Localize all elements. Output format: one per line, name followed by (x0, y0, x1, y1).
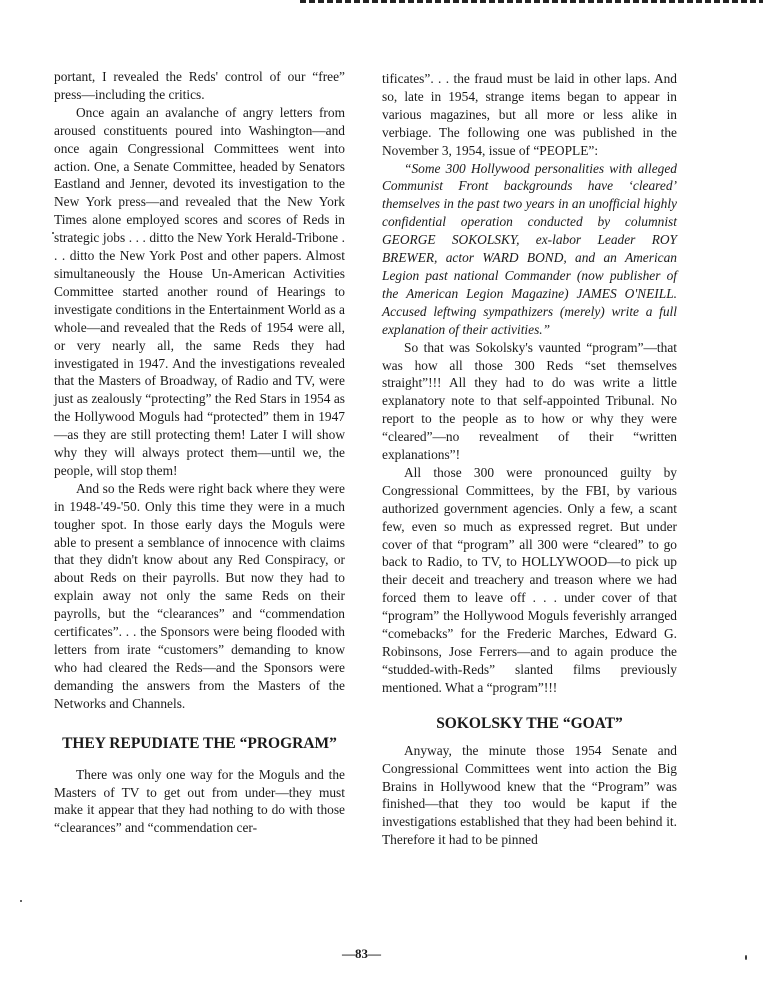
right-paragraph-1: tificates”. . . the fraud must be laid in other laps. And so, late in 1954, strange items began to appear in various magazines, but all more or less alike in verbiage. The following one was published in the November 3, 1954, issue of “PEOPLE”: (382, 71, 677, 158)
scan-speck (20, 900, 22, 902)
left-paragraph-2: Once again an avalanche of angry letters from aroused constituents poured into Washington—and once again Congressional Committees went into action. One, a Senate Committee, headed by Senators Eastland and Jenner, devoted its investigation to the New York press—and revealed that the New York Times alone employed scores and scores of Reds in strategic jobs . . . ditto the New York Herald-Tribone . . . ditto the New York Post and other papers. Almost simultaneously the House Un-American Activities Committee started another round of Hearings to investigate conditions in the Entertainment World as a whole—and revealed that the Reds of 1954 were all, or very nearly all, the same Reds they had investigated in 1947. And the investigations revealed that the Masters of Broadway, of Radio and TV, were just as zealously “protecting” the Red Stars in 1954 as the Hollywood Moguls had “protected” them in 1947—as they are still protecting them! Later I will show why they will always protect them—until we, the people, will stop them! (54, 104, 345, 478)
section-heading-repudiate: THEY REPUDIATE THE “PROGRAM” (62, 734, 337, 752)
section-heading-sokolsky: SOKOLSKY THE “GOAT” (436, 714, 623, 732)
left-paragraph-3: And so the Reds were right back where they were in 1948-'49-'50. Only this time they were in a much tougher spot. In those early days the Moguls were able to present a semblance of innocence with claims that they didn't know about any Red Conspiracy, or about Reds on their payrolls. But now they had to explain away not only the same Reds on their payrolls, but the “clearances” and “commendation certificates”. . . the Sponsors were being flooded with letters from irate “customers” demanding to know who had cleared the Reds—and the Sponsors were demanding the answers from the Masters of the Networks and Channels. (54, 480, 345, 711)
people-magazine-quote: “Some 300 Hollywood personalities with alleged Communist Front backgrounds have ‘cleared’ themselves in the past two years in an unofficial highly confidential operation conducted by columnist GEORGE SOKOLSKY, ex-labor Leader ROY BREWER, actor WARD BOND, and an American Legion past national Commander (now publisher of the American Legion Magazine) JAMES O'NEILL. Accused leftwing sympathizers (merely) write a full explanation of their activities.” (382, 160, 677, 337)
top-border-rule (300, 0, 763, 3)
right-paragraph-3: All those 300 were pronounced guilty by Congressional Committees, by the FBI, by various authorized government agencies. Only a few, a scant few, even so much as expressed regret. But under cover of that “program” all 300 were “cleared” to go back to Radio, to TV, to HOLLYWOOD—to pick up their deceit and treachery and treason where we had forced them to leave off . . . under cover of that “program” the Hollywood Moguls feverishly arranged “comebacks” for the Frederic Marches, Edward G. Robinsons, Jose Ferrers—and to again produce the “studded-with-Reds” slanted films previously mentioned. What a “program”!!! (382, 464, 677, 695)
scan-speck (52, 232, 54, 234)
right-column (382, 70, 677, 849)
page-number: —83— (342, 946, 381, 961)
right-paragraph-2: So that was Sokolsky's vaunted “program”—that was how all those 300 Reds “set themselves straight”!!! All they had to do was write a little explanatory note to that self-appointed Tribunal. No report to the people as to how or why they were “cleared”—no revealment of their “written explanations”! (382, 339, 677, 463)
left-paragraph-4: There was only one way for the Moguls and the Masters of TV to get out from under—they must make it appear that they had nothing to do with those “clearances” and “commendation cer- (54, 766, 345, 836)
scan-speck (745, 955, 747, 960)
left-column (54, 68, 345, 837)
left-paragraph-1: portant, I revealed the Reds' control of our “free” press—including the critics. (54, 69, 345, 102)
right-paragraph-4: Anyway, the minute those 1954 Senate and Congressional Committees went into action the Big Brains in Hollywood knew that the “Program” was finished—that they too would be kaput if the investigations established that they had been behind it. Therefore it had to be pinned (382, 742, 677, 848)
